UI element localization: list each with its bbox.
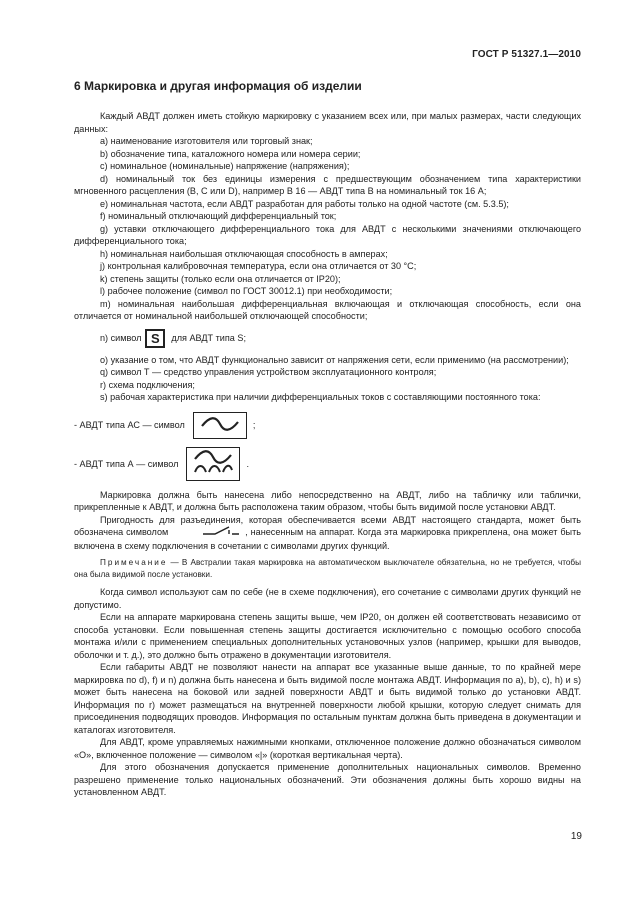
list-item-k: k) степень защиты (только если она отличается от IP20); [100, 273, 341, 284]
list-item-g: g) уставки отключающего дифференциального тока для АВДТ с несколькими значениями отключающего дифференциального тока; [74, 223, 581, 246]
list-item-e: e) номинальная частота, если АВДТ разработан для работы только на одной частоте (см. 5.3.5); [100, 198, 509, 209]
note-label: Примечание [100, 558, 168, 567]
note-paragraph [74, 557, 581, 580]
s-symbol-icon: S [145, 329, 165, 348]
list-item-a: a) наименование изготовителя или торговый знак; [100, 136, 313, 146]
ac-wave-symbol-icon [193, 412, 247, 440]
list-item-q: q) символ Т — средство управления устройством эксплуатационного контроля; [100, 367, 437, 377]
list-item-o: o) указание о том, что АВДТ функционально зависит от напряжения сети, если применимо (на рассмотрении); [100, 354, 569, 365]
list-item-d: d) номинальный ток без единицы измерения с предшествующим обозначением типа характеристики мгновенного расцепления (B, C или D), например B 16 — АВДТ типа B на номинальный ток 16 А; [74, 173, 581, 196]
standard-header: ГОСТ Р 51327.1—2010 [472, 49, 581, 60]
pulsating-dc-symbol-icon [186, 447, 240, 481]
paragraph-positions: Для АВДТ, кроме управляемых нажимными кнопками, отключенное положение должно обозначаться символом «О», включенное положение — символом «|» (короткая вертикальная черта). [74, 737, 581, 760]
paragraph-national-symbols: Для этого обозначения допускается применение дополнительных национальных символов. Временно разрешено применение только национальных обозначений. Эти обозначения должны быть хорошо видны на установленном АВДТ. [74, 762, 581, 797]
intro-paragraph: Каждый АВДТ должен иметь стойкую маркировку с указанием всех или, при малых размерах, части следующих данных: [74, 111, 581, 134]
isolation-paragraph [74, 514, 581, 553]
isolation-text-before: Пригодность для разъединения, которая обеспечивается всеми АВДТ настоящего стандарта, может быть обозначена символом [74, 514, 581, 538]
section-title: 6 Маркировка и другая информация об изделии [74, 79, 362, 93]
list-item-c: c) номинальное (номинальные) напряжение (напряжения); [100, 161, 350, 171]
list-item-m: m) номинальная наибольшая дифференциальная включающая и отключающая способность, если она отличается от номинальной наибольшей отключающей способности; [74, 298, 581, 321]
item-n-suffix: для АВДТ типа S; [171, 332, 246, 343]
list-item-f: f) номинальный отключающий дифференциальный ток; [100, 211, 337, 221]
document-body [74, 110, 581, 799]
list-item-h: h) номинальная наибольшая отключающая способность в амперах; [100, 248, 388, 259]
list-item-l: l) рабочее положение (символ по ГОСТ 30012.1) при необходимости; [100, 286, 393, 296]
paragraph-symbol-usage: Когда символ используют сам по себе (не в схеме подключения), его сочетание с символами других функций не допустимо. [74, 587, 581, 610]
item-n-prefix: n) символ [100, 332, 142, 343]
type-ac-row [74, 412, 581, 440]
paragraph-small-dimensions: Если габариты АВДТ не позволяют нанести на аппарат все указанные выше данные, то по крайней мере маркировка по d), f) и n) должна быть нанесена и быть видимой после монтажа АВДТ. Информация по a), b), c), h) и s) может быть нанесена на боковой или задней поверхности АВДТ и быть видимой только до установки АВДТ. Информация по r) может размещаться на внутренней поверхности любой крышки, которую следует снимать для присоединения подводящих проводов. Информация по остальным пунктам должна быть приведена в документации и каталогах изготовителя. [74, 662, 581, 735]
type-ac-end: ; [252, 420, 256, 430]
list-item-j: j) контрольная калибровочная температура, если она отличается от 30 °С; [100, 261, 417, 271]
type-ac-label: - АВДТ типа АС — символ [74, 420, 185, 430]
list-item-s: s) рабочая характеристика при наличии дифференциальных токов с составляющими постоянного тока: [100, 392, 541, 402]
list-item-n [74, 329, 581, 348]
list-item-r: r) схема подключения; [100, 379, 195, 390]
type-a-row [74, 447, 581, 481]
isolation-text-after: , нанесенным на аппарат. Когда эта маркировка прикреплена, она может быть включена в схему подключения в сочетании с символами других функций. [74, 527, 581, 551]
page-number: 19 [570, 831, 582, 842]
type-a-label: - АВДТ типа А — символ [74, 458, 179, 469]
list-item-b: b) обозначение типа, каталожного номера или номера серии; [100, 148, 361, 159]
paragraph-protection-degree: Если на аппарате маркирована степень защиты выше, чем IP20, он должен ей соответствовать независимо от способа установки. Если повышенная степень защиты достигается исключительно с помощью особого способа монтажа и/или с применением специальных дополнительных установочных узлов (например, крышки для выводов, оболочки и т. д.), это должно быть отражено в документации изготовителя. [74, 612, 581, 660]
isolation-switch-symbol-icon [175, 526, 241, 540]
type-a-end: . [246, 458, 249, 469]
marking-paragraph: Маркировка должна быть нанесена либо непосредственно на АВДТ, либо на табличку или таблички, прикрепленные к АВДТ, и должна быть расположена таким образом, чтобы быть видимой после установки АВДТ. [74, 489, 581, 512]
note-text: — В Австралии такая маркировка на автоматическом выключателе обязательна, но не требуется, чтобы она была видимой после установки. [74, 558, 582, 579]
